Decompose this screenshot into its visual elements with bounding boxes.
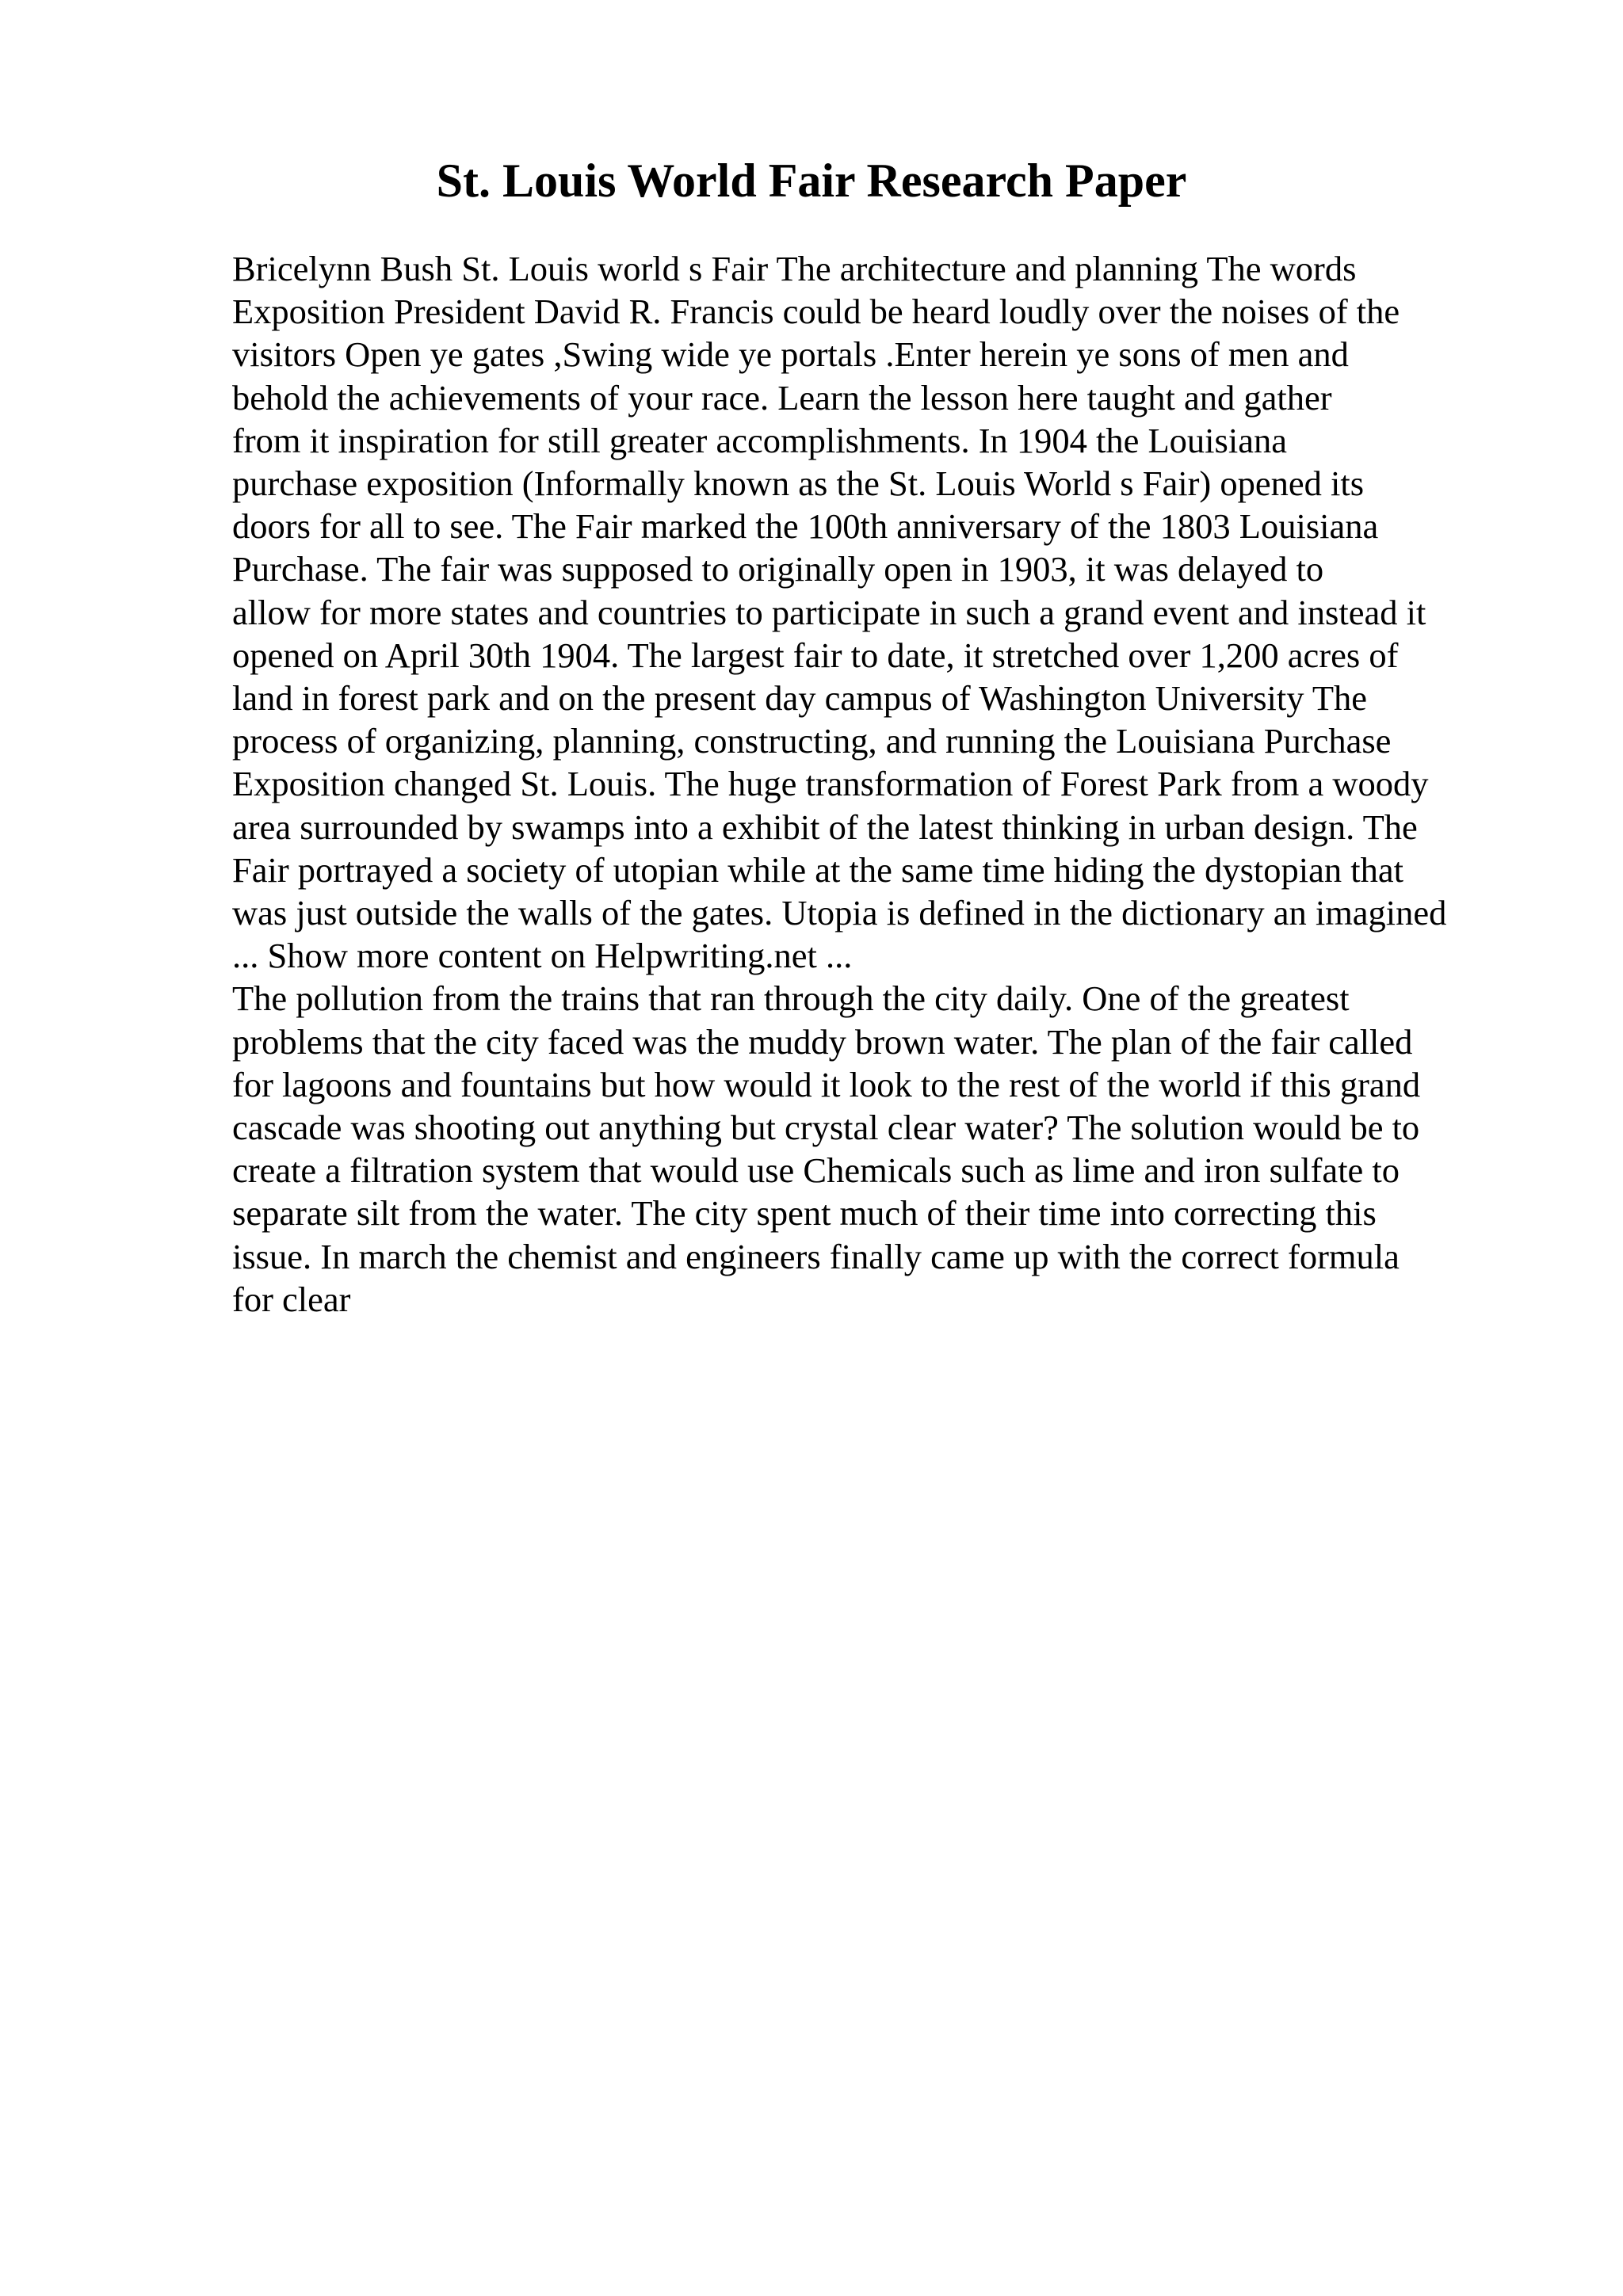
body-line: from it inspiration for still greater accomplishments. In 1904 the Louisiana bbox=[232, 420, 1287, 460]
body-line: Fair portrayed a society of utopian while at the same time hiding the dystopian that bbox=[232, 849, 1404, 890]
show-more-link[interactable]: ... Show more content on Helpwriting.net ... bbox=[232, 936, 853, 976]
body-line: visitors Open ye gates ,Swing wide ye portals .Enter herein ye sons of men and bbox=[232, 334, 1349, 375]
body-line: for clear bbox=[232, 1279, 351, 1319]
body-line: purchase exposition (Informally known as the St. Louis World s Fair) opened its bbox=[232, 463, 1365, 504]
body-line: was just outside the walls of the gates. Utopia is defined in the dictionary an imagined bbox=[232, 893, 1447, 933]
body-line: area surrounded by swamps into a exhibit of the latest thinking in urban design. The bbox=[232, 807, 1418, 847]
document-title: St. Louis World Fair Research Paper bbox=[436, 154, 1187, 207]
body-line: process of organizing, planning, constructing, and running the Louisiana Purchase bbox=[232, 721, 1392, 761]
body-line: The pollution from the trains that ran through the city daily. One of the greatest bbox=[232, 978, 1350, 1019]
body-line: issue. In march the chemist and engineers finally came up with the correct formula bbox=[232, 1236, 1400, 1276]
body-line: create a filtration system that would use Chemicals such as lime and iron sulfate to bbox=[232, 1150, 1400, 1191]
body-line: allow for more states and countries to participate in such a grand event and instead it bbox=[232, 592, 1426, 632]
body-line: Bricelynn Bush St. Louis world s Fair The architecture and planning The words bbox=[232, 249, 1357, 288]
body-line: Purchase. The fair was supposed to originally open in 1903, it was delayed to bbox=[232, 549, 1324, 589]
document-body bbox=[232, 247, 1532, 1321]
body-line: problems that the city faced was the muddy brown water. The plan of the fair called bbox=[232, 1021, 1413, 1062]
body-line: opened on April 30th 1904. The largest fair to date, it stretched over 1,200 acres of bbox=[232, 635, 1399, 675]
body-line: behold the achievements of your race. Learn the lesson here taught and gather bbox=[232, 377, 1332, 418]
body-line: cascade was shooting out anything but crystal clear water? The solution would be to bbox=[232, 1108, 1420, 1148]
body-line: separate silt from the water. The city spent much of their time into correcting this bbox=[232, 1193, 1377, 1234]
body-line: land in forest park and on the present day campus of Washington University The bbox=[232, 678, 1368, 719]
body-line: Exposition President David R. Francis could be heard loudly over the noises of the bbox=[232, 292, 1400, 332]
body-line: doors for all to see. The Fair marked the 100th anniversary of the 1803 Louisiana bbox=[232, 506, 1379, 547]
body-line: for lagoons and fountains but how would it look to the rest of the world if this grand bbox=[232, 1064, 1421, 1104]
body-line: Exposition changed St. Louis. The huge transformation of Forest Park from a woody bbox=[232, 764, 1429, 804]
